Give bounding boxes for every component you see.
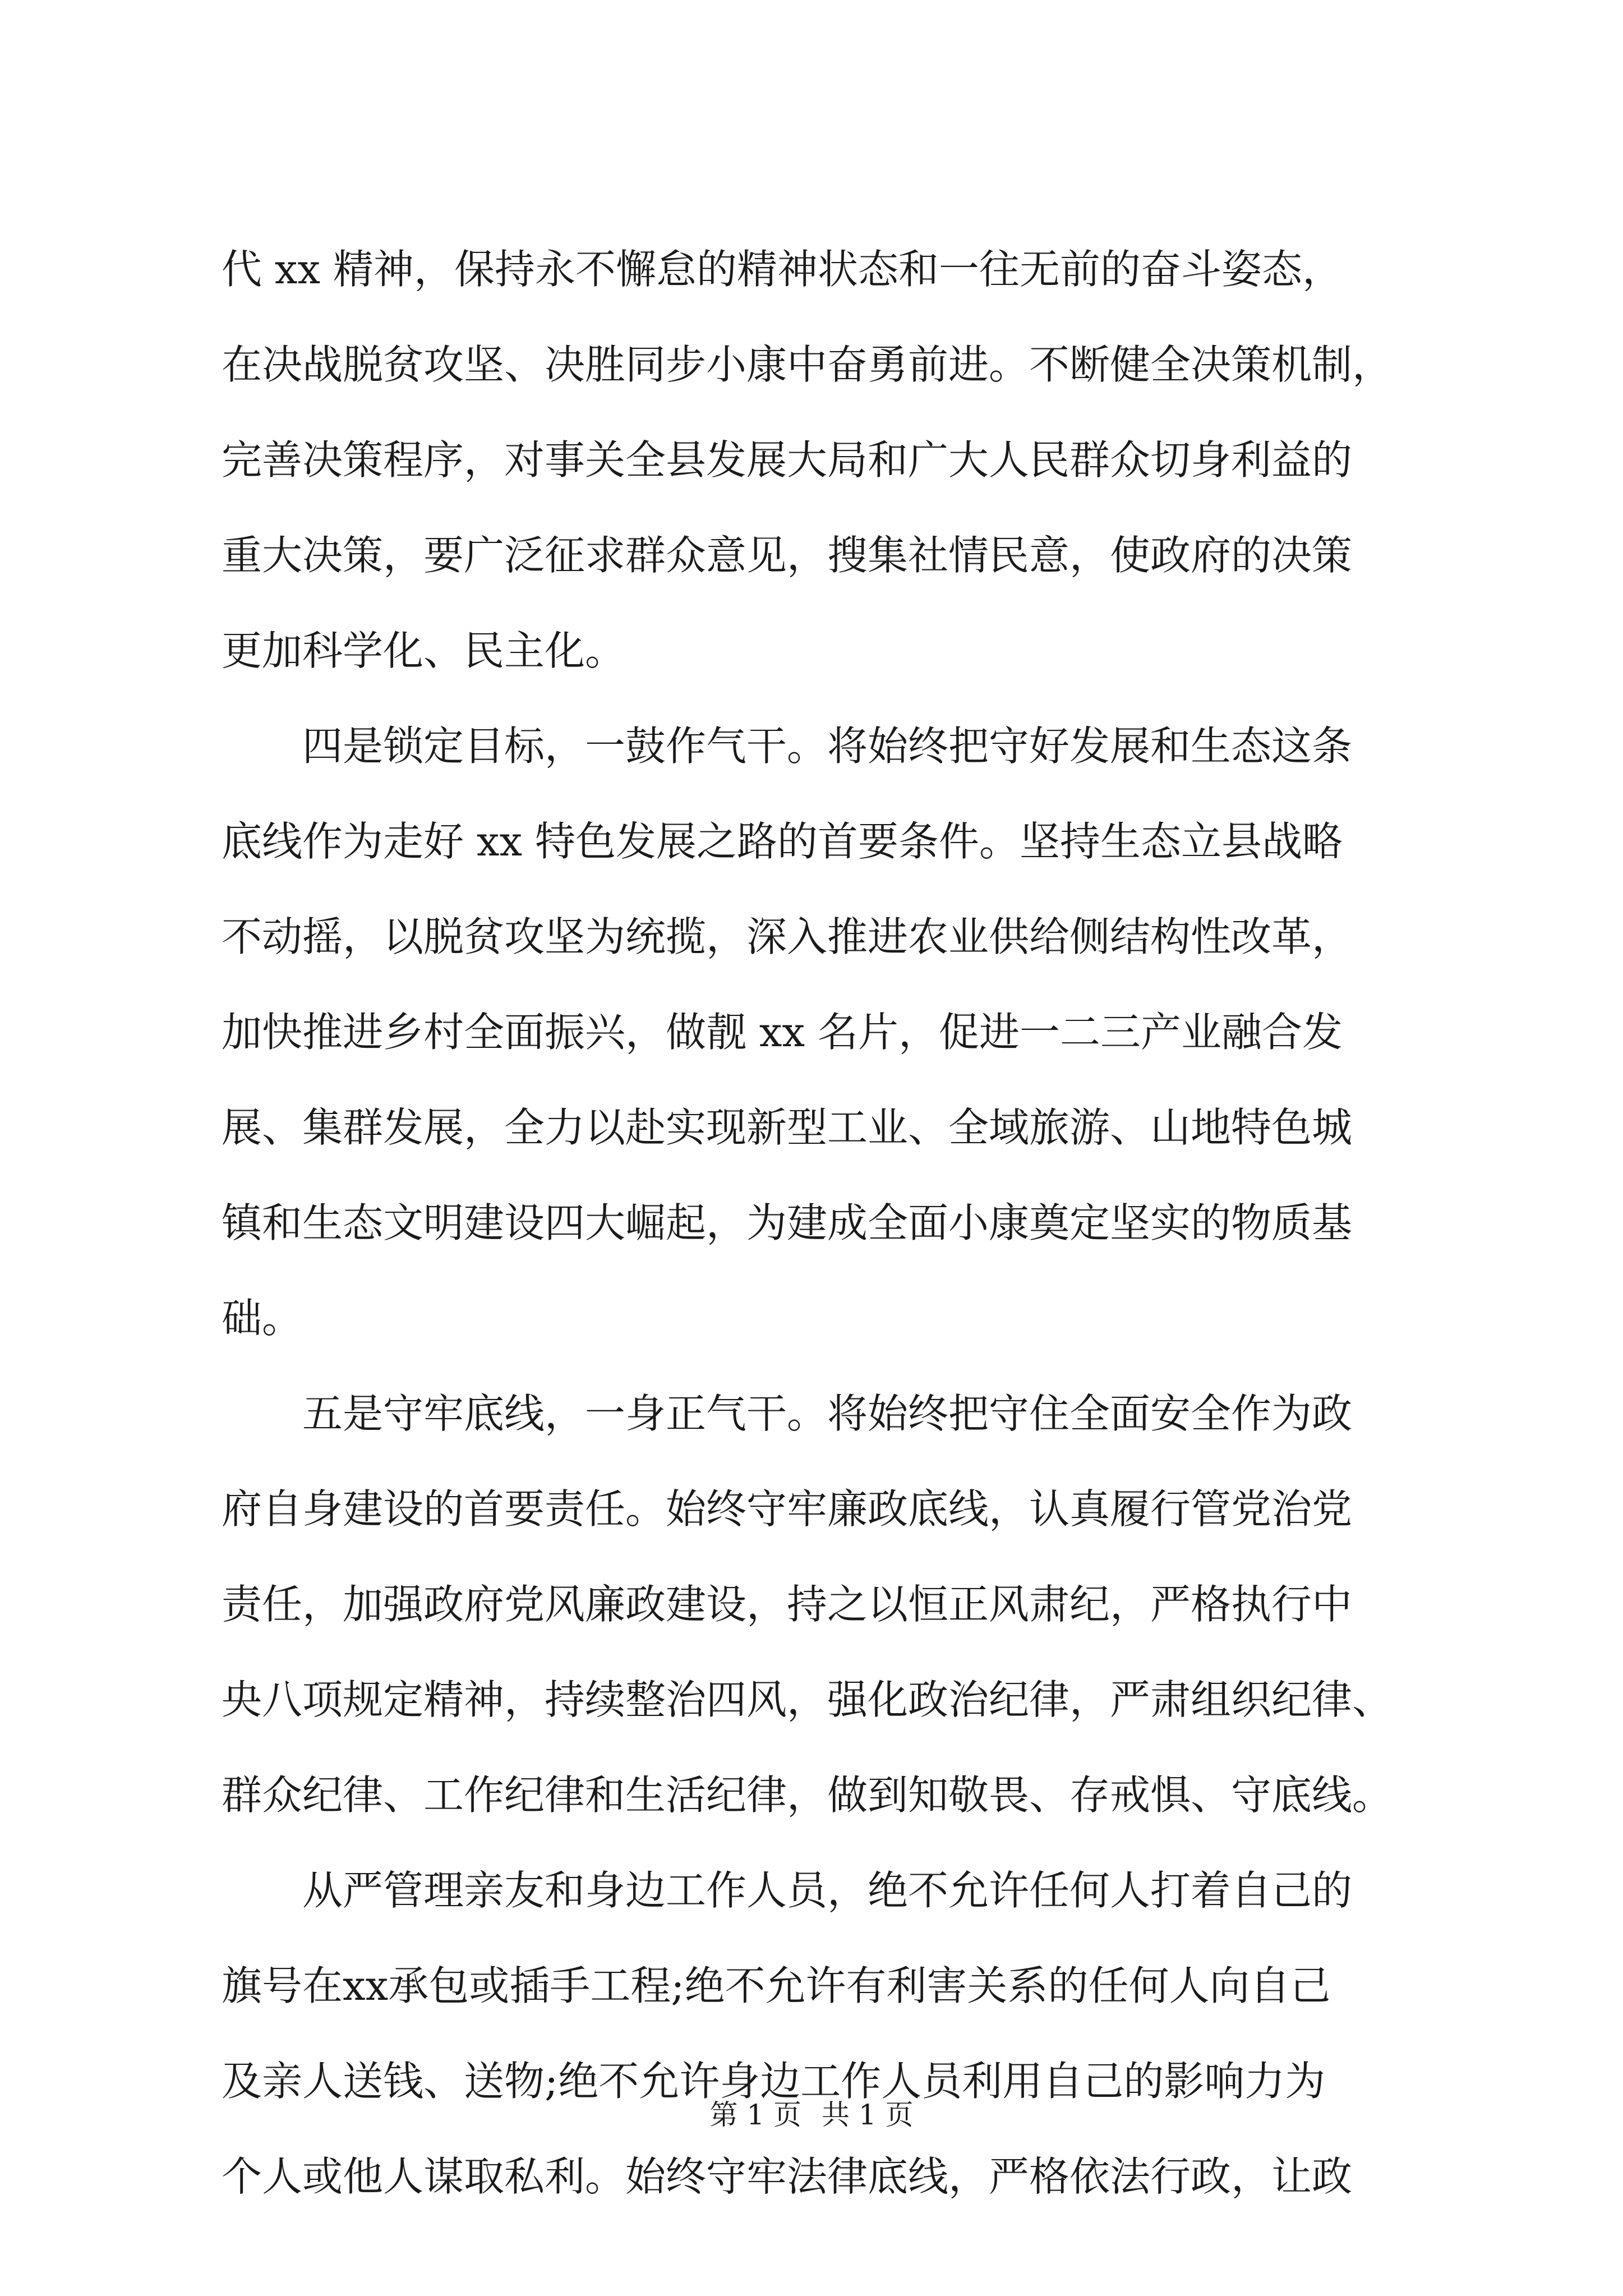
text-line: 个人或他人谋取私利。始终守牢法律底线，严格依法行政，让政 bbox=[222, 2153, 1353, 2200]
text-line: 完善决策程序，对事关全县发展大局和广大人民群众切身利益的 bbox=[222, 436, 1353, 484]
text-line: 底线作为走好 xx 特色发展之路的首要条件。坚持生态立县战略 bbox=[222, 818, 1343, 865]
text-line: 展、集群发展，全力以赴实现新型工业、全域旅游、山地特色城 bbox=[222, 1104, 1353, 1151]
text-line: 府自身建设的首要责任。始终守牢廉政底线，认真履行管党治党 bbox=[222, 1485, 1353, 1533]
text-line: 及亲人送钱、送物;绝不允许身边工作人员利用自己的影响力为 bbox=[222, 2058, 1326, 2105]
text-line: 镇和生态文明建设四大崛起，为建成全面小康奠定坚实的物质基 bbox=[222, 1199, 1353, 1246]
text-line: 旗号在xx承包或插手工程;绝不允许有利害关系的任何人向自己 bbox=[222, 1962, 1331, 2009]
text-line: 不动摇，以脱贫攻坚为统揽，深入推进农业供给侧结构性改革， bbox=[222, 913, 1353, 960]
document-body bbox=[222, 222, 1410, 2224]
text-line: 础。 bbox=[222, 1295, 303, 1342]
page-footer bbox=[0, 2092, 1623, 2137]
text-line: 央八项规定精神，持续整治四风，强化政治纪律，严肃组织纪律、 bbox=[222, 1676, 1393, 1723]
text-line: 更加科学化、民主化。 bbox=[222, 627, 626, 674]
text-line: 重大决策，要广泛征求群众意见，搜集社情民意，使政府的决策 bbox=[222, 532, 1353, 579]
text-line: 加快推进乡村全面振兴，做靓 xx 名片，促进一二三产业融合发 bbox=[222, 1009, 1343, 1056]
paragraph-start-line: 四是锁定目标，一鼓作气干。将始终把守好发展和生态这条 bbox=[302, 723, 1353, 770]
total-pages: 共 1 页 bbox=[821, 2099, 914, 2131]
text-line: 代 xx 精神，保持永不懈怠的精神状态和一往无前的奋斗姿态， bbox=[222, 246, 1343, 293]
paragraph-start-line: 从严管理亲友和身边工作人员，绝不允许任何人打着自己的 bbox=[302, 1867, 1353, 1914]
page-number: 第 1 页 bbox=[709, 2099, 802, 2131]
text-line: 群众纪律、工作纪律和生活纪律，做到知敬畏、存戒惧、守底线。 bbox=[222, 1772, 1393, 1819]
text-line: 责任，加强政府党风廉政建设，持之以恒正风肃纪，严格执行中 bbox=[222, 1581, 1353, 1628]
text-line: 在决战脱贫攻坚、决胜同步小康中奋勇前进。不断健全决策机制， bbox=[222, 341, 1393, 388]
paragraph-start-line: 五是守牢底线，一身正气干。将始终把守住全面安全作为政 bbox=[302, 1390, 1353, 1437]
